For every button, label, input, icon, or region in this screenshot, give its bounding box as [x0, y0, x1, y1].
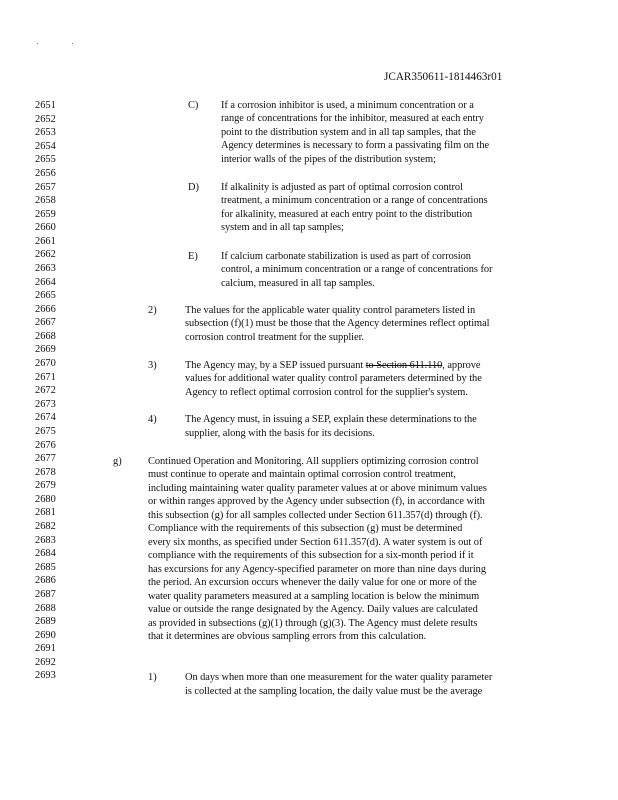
line-number: 2693: [35, 670, 56, 682]
line-number: 2658: [35, 195, 56, 207]
line-number: 2675: [35, 425, 56, 437]
item-1-text-line: On days when more than one measurement for the water quality parameter: [185, 672, 493, 683]
line-number: 2652: [35, 113, 56, 125]
line-number: 2664: [35, 276, 56, 288]
line-number: 2685: [35, 561, 56, 573]
item-3-text-line: values for additional water quality control parameters determined by the: [185, 373, 482, 384]
item-4-text-line: The Agency must, in issuing a SEP, explain these determinations to the: [185, 414, 477, 425]
subsection-g-text-line: has excursions for any Agency-specified parameter on more than nine days during: [148, 564, 486, 575]
item-e-text-line: If calcium carbonate stabilization is used as part of corrosion: [221, 251, 471, 262]
item-4-text-line: supplier, along with the basis for its decisions.: [185, 428, 375, 439]
subsection-g-text-line: Compliance with the requirements of this subsection (g) must be determined: [148, 523, 463, 534]
subsection-g-text-line: must continue to operate and maintain optimal corrosion control treatment,: [148, 469, 456, 480]
subsection-g-text-line: including maintaining water quality parameter values at or above minimum values: [148, 483, 487, 494]
item-e-text-line: calcium, measured in all tap samples.: [221, 278, 375, 289]
subsection-g-text-line: or within ranges approved by the Agency under subsection (f), in accordance with: [148, 496, 485, 507]
line-number: 2663: [35, 263, 56, 274]
line-number: 2655: [35, 154, 56, 166]
subsection-g-text-line: water quality parameters measured at a sampling location is below the minimum: [148, 591, 480, 602]
item-c-label: C): [188, 100, 199, 111]
item-1-text-line: is collected at the sampling location, the daily value must be the average: [185, 686, 483, 697]
item-4-label: 4): [148, 414, 157, 425]
line-number: 2670: [35, 358, 56, 369]
item-e-text-line: control, a minimum concentration or a range of concentrations for: [221, 264, 493, 275]
line-number: 2677: [35, 453, 56, 465]
subsection-g-text-line: compliance with the requirements of this subsection for a six-month period if it: [148, 550, 474, 561]
struck-text-deletion: to Section 611.110: [365, 360, 443, 371]
item-3-text-plain: The Agency may, by a SEP issued pursuant: [185, 360, 366, 371]
subsection-g-text-line: that it determines are obvious sampling errors from this calculation.: [148, 631, 427, 642]
item-c-text-line: range of concentrations for the inhibitor, measured at each entry: [221, 113, 484, 124]
item-2-text-line: subsection (f)(1) must be those that the Agency determines reflect optimal: [185, 318, 490, 329]
line-number: 2661: [35, 235, 56, 247]
line-number: 2684: [35, 548, 56, 560]
line-number: 2665: [35, 290, 56, 302]
subsection-g-text-line: as provided in subsections (g)(1) through (g)(3). The Agency must delete results: [148, 618, 478, 629]
item-1-label: 1): [148, 672, 157, 683]
scan-speck: [72, 43, 73, 44]
line-number: 2679: [35, 480, 56, 492]
line-number: 2690: [35, 629, 56, 641]
line-number: 2651: [35, 100, 56, 111]
line-number: 2654: [35, 140, 56, 152]
line-number: 2668: [35, 330, 56, 342]
subsection-g-text-line: every six months, as specified under Section 611.357(d). A water system is out of: [148, 537, 483, 548]
item-2-text-line: corrosion control treatment for the supplier.: [185, 332, 364, 343]
line-number: 2676: [35, 439, 56, 451]
line-number: 2688: [35, 602, 56, 614]
document-id-header: JCAR350611-1814463r01: [384, 71, 503, 83]
item-d-text-line: If alkalinity is adjusted as part of optimal corrosion control: [221, 182, 463, 193]
item-c-text-line: interior walls of the pipes of the distribution system;: [221, 154, 436, 165]
line-number: 2660: [35, 222, 56, 234]
subsection-g-text-line: value or outside the range designated by the Agency. Daily values are calculated: [148, 604, 478, 615]
subsection-g-text-line: this subsection (g) for all samples collected under Section 611.357(d) through (f).: [148, 510, 483, 521]
item-c-text-line: point to the distribution system and in all tap samples, that the: [221, 127, 476, 138]
item-2-text-line: The values for the applicable water quality control parameters listed in: [185, 305, 476, 316]
line-number: 2674: [35, 412, 56, 424]
line-number: 2683: [35, 534, 56, 546]
subsection-g-text-line: the period. An excursion occurs whenever the daily value for one or more of the: [148, 577, 477, 588]
line-number: 2687: [35, 588, 56, 600]
line-number: 2666: [35, 303, 56, 315]
line-number: 2653: [35, 127, 56, 139]
line-number: 2680: [35, 493, 56, 505]
item-d-label: D): [188, 182, 199, 193]
line-number: 2672: [35, 385, 56, 397]
item-d-text-line: treatment, a minimum concentration or a range of concentrations: [221, 195, 488, 206]
line-number: 2669: [35, 344, 56, 356]
item-3-text-line: [185, 359, 480, 372]
line-number: 2681: [35, 507, 56, 519]
line-number: 2662: [35, 249, 56, 261]
item-3-label: 3): [148, 360, 157, 371]
item-3-text-line: Agency to reflect optimal corrosion control for the supplier's system.: [185, 387, 468, 398]
line-number: 2659: [35, 208, 56, 220]
line-number: 2657: [35, 181, 56, 193]
line-number: 2691: [35, 643, 56, 655]
item-d-text-line: system and in all tap samples;: [221, 222, 344, 233]
item-e-label: E): [188, 251, 198, 262]
line-number: 2689: [35, 616, 56, 627]
item-c-text-line: If a corrosion inhibitor is used, a minimum concentration or a: [221, 100, 474, 111]
line-number: 2667: [35, 317, 56, 329]
subsection-g-text-line: Continued Operation and Monitoring. All suppliers optimizing corrosion control: [148, 456, 479, 467]
line-number: 2656: [35, 167, 56, 179]
line-number: 2678: [35, 466, 56, 478]
item-d-text-line: for alkalinity, measured at each entry point to the distribution: [221, 209, 473, 220]
line-number: 2682: [35, 521, 56, 532]
line-number: 2673: [35, 398, 56, 410]
item-3-text-plain: , approve: [442, 360, 481, 371]
scan-speck: [37, 43, 38, 44]
line-number: 2686: [35, 575, 56, 587]
item-2-label: 2): [148, 305, 157, 316]
subsection-g-label: g): [113, 456, 122, 467]
line-number: 2692: [35, 656, 56, 668]
item-c-text-line: Agency determines is necessary to form a passivating film on the: [221, 140, 490, 151]
line-number: 2671: [35, 371, 56, 383]
